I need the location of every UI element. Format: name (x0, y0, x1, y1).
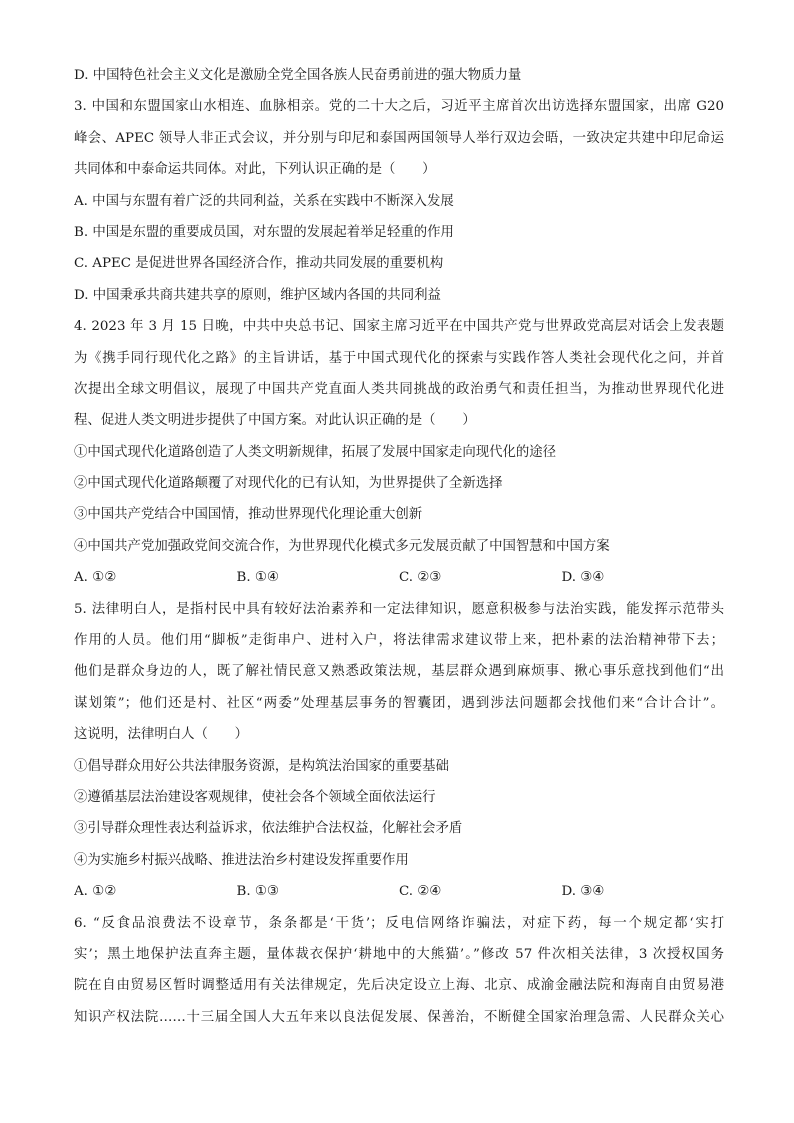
text-line: ④中国共产党加强政党间交流合作，为世界现代化模式多元发展贡献了中国智慧和中国方案 (74, 538, 610, 554)
text-line: 这说明，法律明白人（ ） (74, 727, 249, 743)
text-line: 3. 中国和东盟国家山水相连、血脉相亲。党的二十大之后，习近平主席首次出访选择东盟国家，出席 G20 (74, 99, 724, 115)
text-line: D. 中国特色社会主义文化是激励全党全国各族人民奋勇前进的强大物质力量 (74, 68, 522, 83)
q4-statement-3 (74, 499, 724, 530)
text-line: ④为实施乡村振兴战略、推进法治乡村建设发挥重要作用 (74, 852, 409, 868)
text-line: 知识产权法院……十三届全国人大五年来以良法促发展、保善治，不断健全国家治理急需、人民群众关心 (74, 1009, 724, 1025)
text-line: C. APEC 是促进世界各国经济合作，推动共同发展的重要机构 (74, 256, 444, 272)
q6-stem (74, 908, 724, 1034)
q5-statement-4 (74, 845, 724, 876)
q5-statement-2 (74, 782, 724, 813)
choice-row (74, 562, 724, 593)
q3-option-d (74, 280, 724, 311)
q4-statement-2 (74, 468, 724, 499)
text-line: A. 中国与东盟有着广泛的共同利益，关系在实践中不断深入发展 (74, 193, 454, 209)
q4-choices (74, 562, 724, 593)
question-content (74, 60, 724, 1033)
q4-statement-4 (74, 531, 724, 562)
choice-option: A. ①② (74, 884, 117, 900)
text-line: D. 中国秉承共商共建共享的原则，维护区域内各国的共同利益 (74, 287, 441, 303)
q5-statement-3 (74, 813, 724, 844)
q3-option-b (74, 217, 724, 248)
text-line: 为《携手同行现代化之路》的主旨讲话，基于中国式现代化的探索与实践作答人类社会现代化之问，并首 (74, 350, 724, 366)
text-line: ②中国式现代化道路颠覆了对现代化的已有认知，为世界提供了全新选择 (74, 476, 503, 492)
text-line: 谋划策”；他们还是村、社区“两委”处理基层事务的智囊团，遇到涉法问题都会找他们来“合计合计”。 (74, 695, 724, 711)
text-line: 实’；黑土地保护法直奔主题，量体裁衣保护‘耕地中的大熊猫’。”修改 57 件次相关法律，3 次授权国务 (74, 946, 724, 962)
text-line: 作用的人员。他们用“脚板”走街串户、进村入户，将法律需求建议带上来，把朴素的法治精神带下去； (74, 633, 724, 649)
q3-option-c (74, 248, 724, 279)
q4-stem (74, 311, 724, 437)
choice-option: C. ②③ (399, 570, 442, 586)
choice-option: D. ③④ (561, 570, 605, 586)
text-line: 共同体和中泰命运共同体。对此，下列认识正确的是（ ） (74, 162, 436, 178)
choice-row (74, 876, 724, 907)
q3-option-a (74, 186, 724, 217)
text-line: ②遵循基层法治建设客观规律，使社会各个领域全面依法运行 (74, 789, 436, 805)
choice-option: A. ①② (74, 570, 117, 586)
text-line: ①倡导群众用好公共法律服务资源，是构筑法治国家的重要基础 (74, 758, 449, 774)
text-line: B. 中国是东盟的重要成员国，对东盟的发展起着举足轻重的作用 (74, 224, 454, 240)
choice-option: C. ②④ (399, 884, 442, 900)
text-line: 程、促进人类文明进步提供了中国方案。对此认识正确的是（ ） (74, 413, 476, 429)
q5-statement-1 (74, 751, 724, 782)
text-line: 峰会、APEC 领导人非正式会议，并分别与印尼和泰国两国领导人举行双边会晤，一致决定共建中印尼命运 (74, 130, 724, 146)
text-line: 院在自由贸易区暂时调整适用有关法律规定，先后决定设立上海、北京、成渝金融法院和海南自由贸易港 (74, 978, 724, 994)
q3-stem (74, 91, 724, 185)
text-line: 6. “反食品浪费法不设章节，条条都是‘干货’；反电信网络诈骗法，对症下药，每一个规定都‘实打 (74, 915, 724, 931)
q5-choices (74, 876, 724, 907)
choice-option: B. ①③ (236, 884, 279, 900)
text-line: 次提出全球文明倡议，展现了中国共产党直面人类共同挑战的政治勇气和责任担当，为推动世界现代化进 (74, 381, 724, 397)
text-line: 他们是群众身边的人，既了解社情民意又熟悉政策法规，基层群众遇到麻烦事、揪心事乐意找到他们“出 (74, 664, 724, 680)
text-line: ③中国共产党结合中国国情，推动世界现代化理论重大创新 (74, 507, 423, 523)
q5-stem (74, 594, 724, 751)
choice-option: D. ③④ (561, 884, 605, 900)
text-line: 4. 2023 年 3 月 15 日晚，中共中央总书记、国家主席习近平在中国共产党与世界政党高层对话会上发表题 (74, 319, 724, 335)
q4-statement-1 (74, 437, 724, 468)
q2-option-d (74, 60, 724, 91)
choice-option: B. ①④ (236, 570, 279, 586)
text-line: 5. 法律明白人，是指村民中具有较好法治素养和一定法律知识，愿意积极参与法治实践，能发挥示范带头 (74, 601, 724, 617)
text-line: ③引导群众理性表达利益诉求，依法维护合法权益，化解社会矛盾 (74, 821, 463, 837)
text-line: ①中国式现代化道路创造了人类文明新规律，拓展了发展中国家走向现代化的途径 (74, 444, 557, 460)
